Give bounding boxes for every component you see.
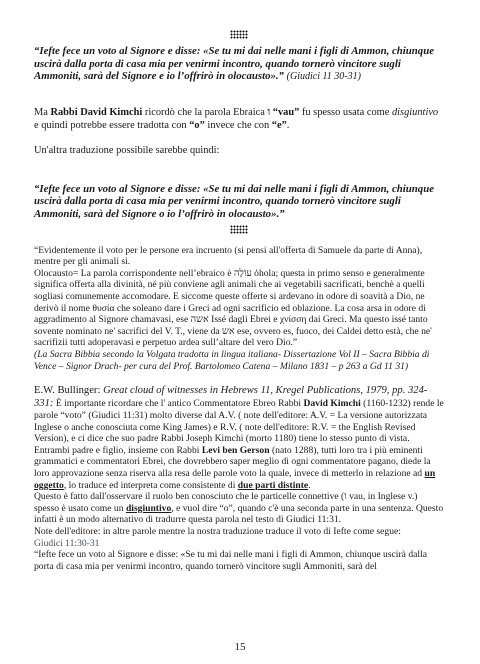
text-span: . [308, 479, 311, 491]
quote-reference: (Giudici 11 30-31) [286, 71, 361, 83]
name-david-kimchi: David Kimchi [303, 398, 361, 410]
paragraph-kimchi [34, 106, 444, 132]
quote-judges-1 [34, 45, 444, 84]
quote-text: “Iefte fece un voto al Signore e disse: «Se tu mi dai nelle mani i figli di Ammon, chiunque uscirà dalla porta di casa mia per venirmi incontro, quando tornerò vincitore sugli Ammoniti, sarà del Signore e io l’offrirò in olocausto».” [34, 45, 434, 83]
text-span: ricordò che la parola Ebraica [142, 106, 268, 118]
underlined-disgiuntivo: disgiuntivo [125, 502, 172, 514]
text-span: (1160-1232) rende le parole “voto” (Giudici 11:31) molto diverse dal A.V. ( note dell'editore: A.V. = La versione autorizzata Inglese o anche conosciuta come King James) e R.V. ( note dell'editore: R.V. = the English Revised Version), e ci dice che suo padre Rabbi Joseph Kimchi (morto 1180) tiene lo stesso punto di vista. Entrambi padre e figlio, insieme con Rabbi [34, 398, 444, 456]
page-number: 15 [234, 641, 246, 653]
text-span: È importante ricordare che l' antico Commentatore Ebreo Rabbi [53, 398, 304, 410]
text-span: e quindi potrebbe essere tradotta con [34, 119, 190, 131]
term-vau: “vau” [272, 106, 300, 118]
author-name: E.W. Bullinger: [34, 385, 104, 397]
text-span: invece che con [204, 119, 272, 131]
name-levi-ben-gerson: Levi ben Gerson [201, 444, 270, 456]
text-span: , lo traduce ed interpreta come consistente di [63, 479, 238, 491]
text-span: , e vuol dire “o”, quando c'è una seconda parte in una sentenza. Questo infatti è un modo alternativo di tradurre questa parola nel testo di Giudici 11:31. [34, 502, 444, 526]
paragraph-olocausto: Olocausto= La parola corrispondente nell’ebraico è עוֹלָה ὁhola; questa in primo senso e generalmente significa offerta alla divinità, né più conviene agli animali che ai vegetabili sacrificati, benchè a quelli sogliasi comunemente accomodare. E siccome queste offerte si ardevano in odore di soavità a Dio, ne derivò il nome θυσία che soleano dare i Greci ad ogni sacrificio ed oblazione. La cosa arsa in odore di aggradimento al Signore chamavasi, ese אשה Issé dagli Ebrei e χνίσση dai Greci. Ma questo issé tanto sovente nominato ne' sacrifici del V. T., viene da אש ese, ovvero es, fuoco, dei Caldei detto està, che ne' sacrifizii tutti adoperavasi e perpetuo ardea sull’altare del vero Dio.” [34, 267, 432, 349]
paragraph-vau [34, 491, 444, 526]
text-span: Questo è fatto dall'osservare il ruolo ben conosciuto che le particelle connettive (ו vau, in Inglese v.) spesso è usato come un [34, 491, 418, 514]
paragraph-bullinger [34, 384, 444, 491]
reference-judges: Giudici 11:30-31 [34, 537, 100, 549]
paragraph-last-quote: “Iefte fece un voto al Signore e disse: «Se tu mi dai nelle mani i figli di Ammon, chiunque uscirà dalla porta di casa mia per venirmi incontro, quando tornerò vincitore sugli Ammoniti, sarà del [34, 549, 427, 572]
paragraph-editor-note: Note dell'editore: in altre parole mentre la nostra traduzione traduce il voto di Iefte come segue: [34, 526, 401, 538]
paragraph-evidentemente: “Evidentemente il voto per le persone era incruento (si pensi all'offerta di Samuele da parte di Anna), mentre per gli animali si. [34, 244, 423, 268]
term-disgiuntivo: disgiuntivo [391, 106, 439, 118]
text-span: (nato 1288), tutti loro tra i più eminenti grammatici e commentatori Ebrei, che dovrebbero saper meglio di ogni commentatore pagano, diede la loro approvazione senza riserva alla resa delle parole voto la quale, invece di metterlo in relazione ad [34, 444, 431, 480]
ornament-divider-middle [34, 225, 444, 237]
ornament-divider-top [34, 30, 444, 42]
book-title: Great cloud of witnesses in Hebrews 11, Kregel Publications, 1979, pp. 324-331: [34, 385, 428, 410]
term-e: “e” [271, 119, 287, 131]
paragraph-alternative: Un'altra traduzione possibile sarebbe quindi: [34, 144, 220, 156]
text-span: fu spesso usata come [299, 106, 392, 118]
name-kimchi: Rabbi David Kimchi [50, 106, 143, 118]
paragraph-source: (La Sacra Bibbia secondo la Volgata tradotta in lingua italiana- Dissertazione Vol II – Sacra Bibbia di Vence – Signor Drach- per cura del Prof. Bartolomeo Catena – Milano 1831 – p 263 a Gd 11 31) [34, 348, 430, 372]
hebrew-vau: ו [267, 106, 271, 118]
quote-judges-2: “Iefte fece un voto al Signore e disse: «Se tu mi dai nelle mani i figli di Ammon, chiunque uscirà dalla porta di casa mia per venirmi incontro, quando tornerò vincitore sugli Ammoniti, sarà del Signore o io l’offrirò in olocausto».” [34, 182, 434, 220]
underlined-un-oggetto: un oggetto [34, 468, 436, 491]
term-o: “o” [189, 119, 205, 131]
text-span: . [286, 119, 290, 131]
text-span: Ma [34, 106, 51, 118]
underlined-due-parti-distinte: due parti distinte [237, 479, 309, 491]
